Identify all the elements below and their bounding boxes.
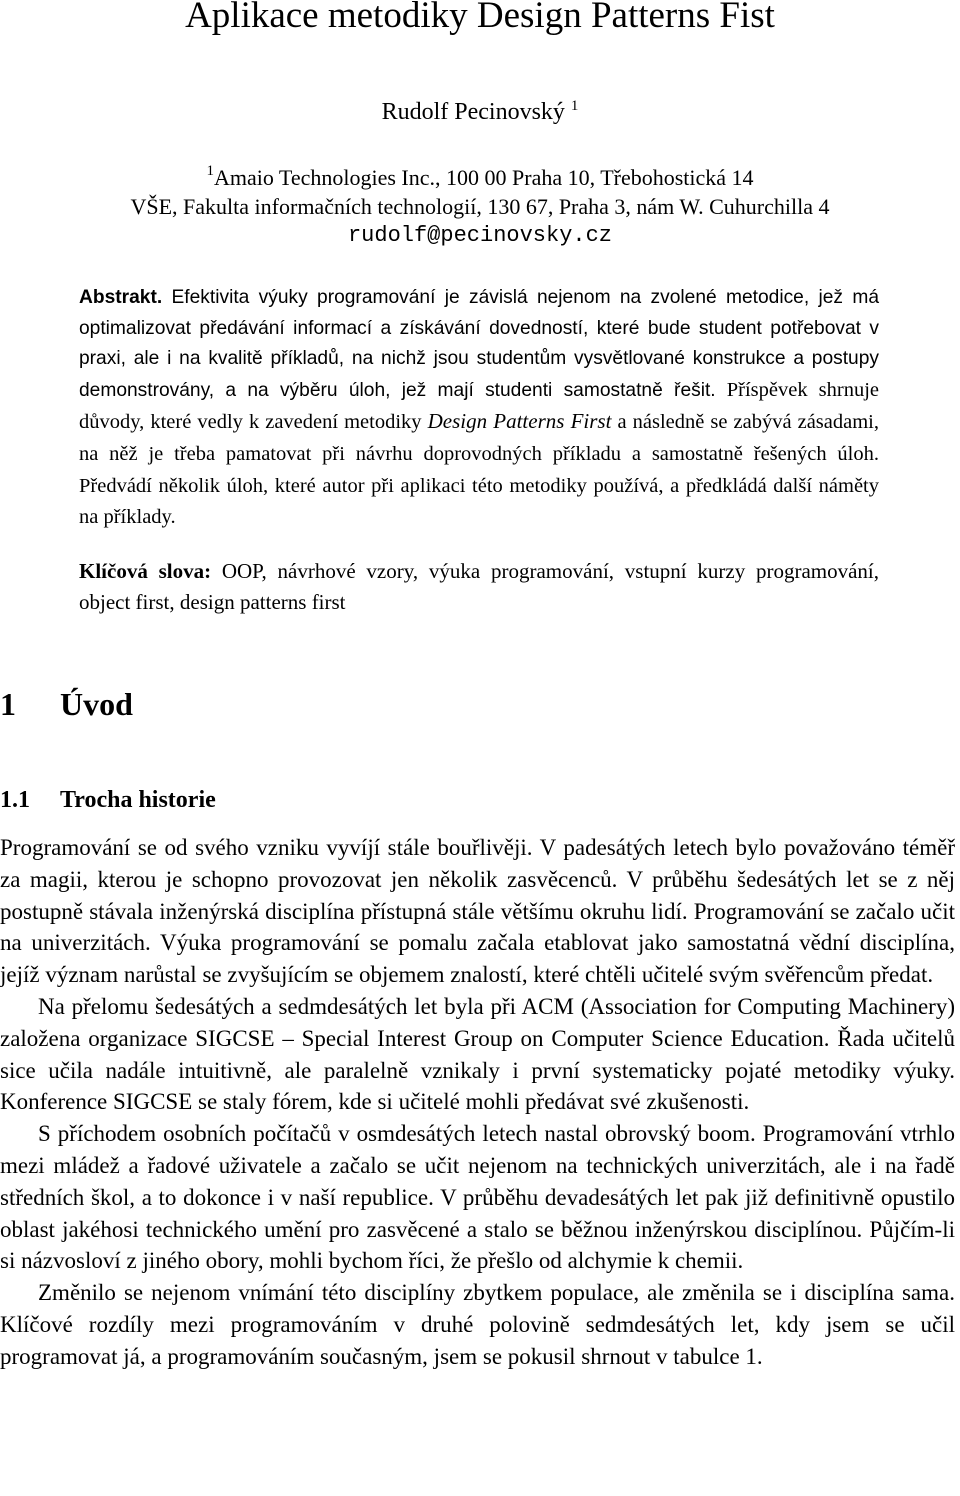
keywords-text: OOP, návrhové vzory, výuka programování, vstupní kurzy programování, object first, design patterns first [79, 559, 880, 614]
affiliation-mark: 1 [206, 163, 214, 179]
abstract-italic-term: Design Patterns First [427, 409, 612, 434]
abstract-label: Abstrakt. [79, 287, 163, 308]
subsection-title: Trocha historie [60, 787, 216, 813]
abstract-text-2: Příspěvek shrnuje důvody, které vedly k zavedení metodiky [79, 378, 880, 434]
paper-title: Aplikace metodiky Design Patterns Fist [185, 0, 775, 36]
section-title: Úvod [60, 686, 133, 722]
subsection-number: 1.1 [0, 787, 30, 813]
affiliation-line-1: $^1$Amaio Technologies Inc., 100 00 Praha 10, Třebohostická 14 [206, 163, 754, 190]
affiliation-line-2: VŠE, Fakulta informačních technologií, 130 67, Praha 3, nám W. Cuhurchilla 4 [130, 194, 830, 219]
abstract-text-1: Efektivita výuky programování je závislá nejenom na zvolené metodice, jež má optimalizovat předávání informací a získávání dovedností, které bude student potřebovat v praxi, ale i na kvalitě příkladů, na nichž jsou studentům vysvětlované konstrukce a postupy demonstrovány, a na výběru úloh, jež mají studenti samostatně řešit. [79, 287, 879, 401]
author-line [0, 96, 960, 128]
abstract [79, 283, 879, 534]
paragraph: Změnilo se nejenom vnímání této disciplíny zbytkem populace, ale změnila se i disciplína sama. Klíčové rozdíly mezi programováním v druhé polovině sedmdesátých let, kdy jsem se učil programovat já, a programováním současným, jsem se pokusil shrnout v tabulce 1. [0, 1280, 955, 1369]
paragraph: Programování se od svého vzniku vyvíjí stále bouřlivěji. V padesátých letech bylo považováno téměř za magii, kterou je schopno provozovat jen několik zasvěcenců. V průběhu šedesátých let se z něj postupně stávala inženýrská disciplína přístupná stále většímu okruhu lidí. Programování se začalo učit na univerzitách. Výuka programování se pomalu začala etablovat jako samostatná vědní disciplína, jejíž význam narůstal se zvyšujícím se objemem znalostí, které chtěli učitelé svým svěřencům předat. [0, 835, 955, 988]
abstract-text-3: a následně se zabývá zásadami, na něž je třeba pamatovat při návrhu doprovodných příkladu a samostatně řešených úloh. Předvádí několik úloh, které autor při aplikaci této metodiky používá, a předkládá další náměty na příklady. [79, 411, 880, 529]
keywords [79, 556, 879, 617]
author-name: Rudolf Pecinovský [381, 99, 565, 125]
paragraph: S příchodem osobních počítačů v osmdesátých letech nastal obrovský boom. Programování vtrhlo mezi mládež a řadové uživatele a začalo se učit nejenom na technických univerzitách, ale i na řadě středních škol, a to dokonce i v naší republice. V průběhu devadesátých let pak již definitivně opustilo oblast jakéhosi technického umění pro zasvěcené a stalo se běžnou inženýrskou disciplínou. Půjčím-li si názvosloví z jiného obory, mohli bychom říci, že přešlo od alchymie k chemii. [0, 1121, 955, 1274]
section-heading [0, 682, 133, 726]
paragraph: Na přelomu šedesátých a sedmdesátých let byla při ACM (Association for Computing Machinery) založena organizace SIGCSE – Special Interest Group on Computer Science Education. Řada učitelů sice učila nadále intuitivně, ale paralelně vznikaly i první systematicky pojaté metodiky výuky. Konference SIGCSE se staly fórem, kde si učitelé mohli předávat své zkušenosti. [0, 993, 955, 1115]
keywords-label: Klíčová slova: [79, 559, 212, 583]
section-number: 1 [0, 686, 16, 722]
body-text [0, 832, 955, 1373]
subsection-heading [0, 784, 216, 816]
author-affiliation-mark: 1 [570, 98, 579, 114]
author-email: rudolf@pecinovsky.cz [347, 223, 613, 248]
affiliation-block [0, 163, 960, 250]
